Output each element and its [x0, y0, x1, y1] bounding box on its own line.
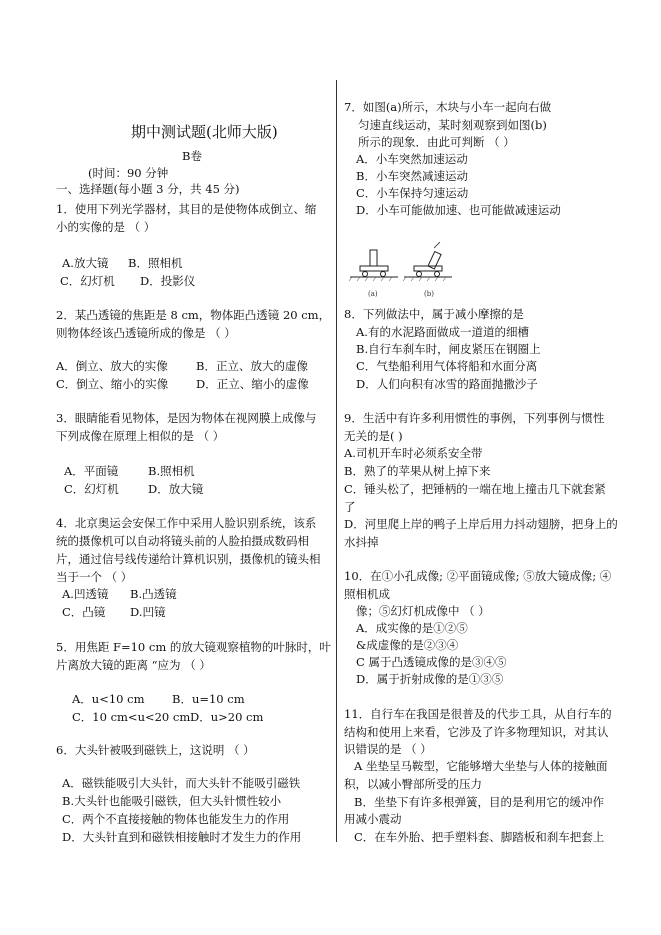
q8-option-c: C．气垫船利用气体将船和水面分离	[356, 359, 538, 373]
page-title: 期中测试题(北师大版)	[131, 123, 278, 141]
q8-option-a: A.有的水泥路面做成一道道的细槽	[356, 325, 529, 339]
q7-stem-line1: 7．如图(a)所示，木块与小车一起向右做	[344, 100, 552, 114]
q9-option-a: A.司机开车时必须系安全带	[344, 446, 483, 460]
q10-option-b: &成虚像的是②③④	[356, 638, 459, 652]
page-subtitle: B卷	[182, 149, 202, 163]
q11-stem-line2: 结构和使用上来看，它涉及了许多物理知识，对其认	[344, 725, 609, 739]
q4-option-d: D.凹镜	[130, 605, 166, 619]
q11-option-a-line2: 积，以减小臀部所受的压力	[344, 777, 482, 791]
q9-stem-line2: 无关的是( )	[344, 429, 403, 443]
q6-option-a: A．磁铁能吸引大头针，而大头针不能吸引磁铁	[62, 776, 301, 790]
q11-stem-line1: 11．自行车在我国是很普及的代步工具，从自行车的	[344, 707, 612, 721]
q7-stem-line2: 匀速直线运动，某时刻观察到如图(b)	[358, 118, 547, 132]
q7-figure	[348, 242, 458, 298]
q9-option-c-line2: 了	[344, 500, 356, 514]
q3-option-d: D．放大镜	[148, 482, 204, 496]
q3-option-c: C．幻灯机	[64, 482, 119, 496]
q2-option-d: D．正立、缩小的虚像	[196, 377, 309, 391]
q1-option-b: B．照相机	[128, 256, 183, 270]
q2-option-a: A．倒立、放大的实像	[56, 359, 168, 373]
figure-b-cart	[403, 242, 452, 281]
q9-stem-line1: 9．生活中有许多利用惯性的事例，下列事例与惯性	[344, 411, 605, 425]
q8-stem-line1: 8．下列做法中，属于减小摩擦的是	[344, 307, 524, 321]
section-heading: 一、选择题(每小题 3 分，共 45 分)	[56, 182, 240, 196]
q2-stem-line2: 则物体经该凸透镜所成的像是 （ ）	[56, 326, 236, 340]
q10-stem-line1: 10．在①小孔成像; ②平面镜成像; ⑤放大镜成像; ④	[344, 569, 612, 583]
q7-stem-line3: 所示的现象．由此可判断 （ ）	[358, 135, 515, 149]
q2-option-b: B．正立、放大的虚像	[196, 359, 308, 373]
q9-option-c-line1: C．锤头松了，把锤柄的一端在地上撞击几下就套紧	[344, 482, 606, 496]
q1-option-d: D．投影仪	[140, 274, 196, 288]
q4-stem-line3: 片，通过信号线传递给计算机识别，摄像机的镜头相	[56, 552, 321, 566]
q4-stem-line4: 当于一个 （ ）	[56, 570, 133, 584]
figure-a-cart	[349, 250, 398, 281]
q2-stem-line1: 2．某凸透镜的焦距是 8 cm，物体距凸透镜 20 cm，	[56, 308, 331, 322]
q10-stem-line2: 照相机成	[344, 587, 390, 601]
q3-stem-line1: 3．眼睛能看见物体，是因为物体在视网膜上成像与	[56, 411, 317, 425]
q3-option-a: A．平面镜	[64, 464, 119, 478]
q8-option-b: B.自行车刹车时，闸皮紧压在钢圈上	[356, 342, 541, 356]
q5-stem-line2: 片离放大镜的距离 “应为 （ ）	[56, 658, 211, 672]
q5-option-a: A．u<10 cm	[72, 692, 145, 706]
q4-option-b: B.凸透镜	[130, 587, 177, 601]
q1-option-a: A.放大镜	[62, 256, 109, 270]
figure-a-label: (a)	[368, 290, 378, 298]
exam-time: (时间：90 分钟	[88, 166, 169, 180]
q11-option-c-line1: C．在车外胎、把手塑料套、脚踏板和刹车把套上	[354, 830, 605, 844]
q9-option-b: B．熟了的苹果从树上掉下来	[344, 464, 491, 478]
q6-option-c: C．两个不直接接触的物体也能发生力的作用	[62, 812, 290, 826]
q7-option-a: A．小车突然加速运动	[356, 152, 468, 166]
q5-option-c: C．10 cm<u<20 cm	[72, 710, 191, 724]
figure-b-label: (b)	[424, 290, 434, 298]
q1-option-c: C．幻灯机	[60, 274, 115, 288]
q7-option-c: C．小车保持匀速运动	[356, 186, 469, 200]
q7-option-b: B．小车突然减速运动	[356, 169, 468, 183]
q10-option-d: D．属于折射成像的是①③⑤	[356, 672, 504, 686]
q4-option-c: C．凸镜	[62, 605, 106, 619]
q6-option-d: D．大头针直到和磁铁相接触时才发生力的作用	[62, 830, 302, 844]
column-divider	[336, 80, 337, 842]
q5-option-b: B．u=10 cm	[172, 692, 245, 706]
q11-option-b-line2: 用减小震动	[344, 812, 402, 826]
q11-option-a-line1: A 坐垫呈马鞍型，它能够增大坐垫与人体的接触面	[354, 759, 608, 773]
q3-option-b: B.照相机	[148, 464, 195, 478]
q10-option-a: A．成实像的是①②⑤	[356, 621, 468, 635]
q11-option-b-line1: B．坐垫下有许多根弹簧，目的是利用它的缓冲作	[354, 795, 604, 809]
q1-stem-line1: 1．使用下列光学器材，其目的是使物体成倒立、缩	[56, 202, 317, 216]
q11-stem-line3: 识错误的是 （ ）	[344, 742, 432, 756]
q8-option-d: D．人们向积有冰雪的路面抛撒沙子	[356, 377, 538, 391]
q6-option-b: B.大头针也能吸引磁铁，但大头针惯性较小	[62, 794, 282, 808]
q4-option-a: A.凹透镜	[62, 587, 109, 601]
q4-stem-line1: 4．北京奥运会安保工作中采用人脸识别系统，该系	[56, 516, 317, 530]
q2-option-c: C．倒立、缩小的实像	[56, 377, 169, 391]
q9-option-d-line2: 水抖掉	[344, 535, 379, 549]
q6-stem-line1: 6．大头针被吸到磁铁上，这说明 （ ）	[56, 743, 255, 757]
q4-stem-line2: 统的摄像机可以自动将镜头前的人脸拍摄成数码相	[56, 534, 309, 548]
q7-option-d: D．小车可能做加速、也可能做减速运动	[356, 203, 561, 217]
q1-stem-line2: 小的实像的是 （ ）	[56, 220, 156, 234]
q5-stem-line1: 5．用焦距 F=10 cm 的放大镜观察植物的叶脉时，叶	[56, 640, 331, 654]
q10-stem-line3: 像；⑤幻灯机成像中 （ ）	[356, 604, 490, 618]
q3-stem-line2: 下列成像在原理上相似的是 （ ）	[56, 429, 225, 443]
q5-option-d: D．u>20 cm	[190, 710, 264, 724]
q9-option-d-line1: D．河里爬上岸的鸭子上岸后用力抖动翅膀，把身上的	[344, 517, 618, 531]
q10-option-c: C 属于凸透镜成像的是③④⑤	[356, 655, 507, 669]
